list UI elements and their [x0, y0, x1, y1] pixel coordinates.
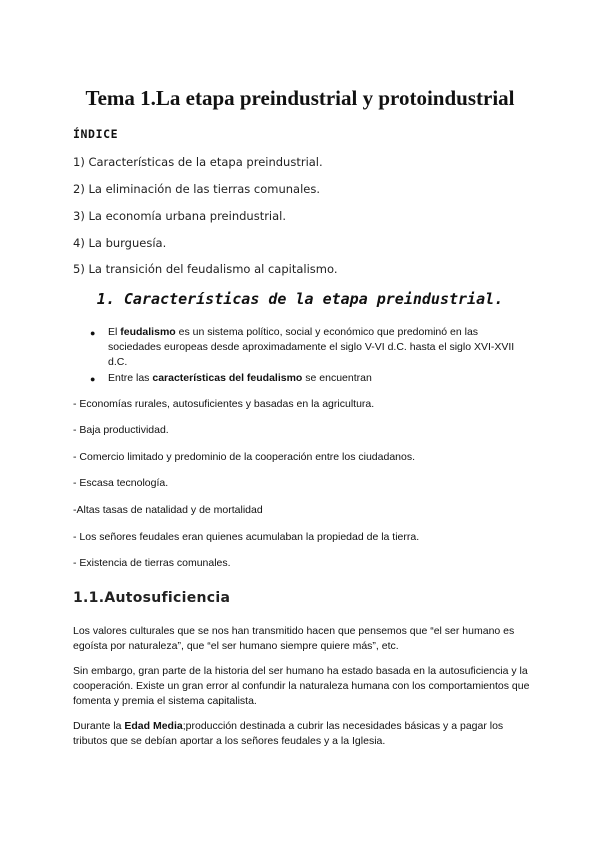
index-heading: ÍNDICE	[73, 127, 119, 141]
paragraph: Sin embargo, gran parte de la historia del ser humano ha estado basada en la autosuficiencia y la cooperación. Existe un gran error al confundir la naturaleza humana con los comportamientos que fomenta y premia el sistema capitalista.	[73, 665, 530, 707]
bullet-paragraph	[108, 371, 518, 386]
bold-term: feudalismo	[120, 326, 176, 338]
bullet-paragraph	[108, 325, 518, 370]
bold-term: características del feudalismo	[152, 372, 303, 384]
text-run: El	[108, 326, 121, 338]
text-run: es un sistema político, social y económico que predominó en las sociedades europeas desde aproximadamente el siglo V-VI d.C. hasta el siglo XVI-XVII d.C.	[108, 326, 515, 368]
feature-line: - Comercio limitado y predominio de la cooperación entre los ciudadanos.	[73, 451, 416, 463]
bold-term: Edad Media	[124, 720, 183, 732]
subsection-heading: 1.1.Autosuficiencia	[73, 590, 231, 606]
text-run: Durante la	[73, 720, 125, 732]
index-item: 1) Características de la etapa preindustrial.	[73, 155, 323, 169]
feature-line: - Baja productividad.	[73, 424, 169, 436]
index-item: 4) La burguesía.	[73, 236, 167, 250]
text-run: Entre las	[108, 372, 153, 384]
feature-line: - Existencia de tierras comunales.	[73, 557, 231, 569]
index-item: 3) La economía urbana preindustrial.	[73, 209, 287, 223]
bullet-dot-icon: ●	[90, 328, 96, 338]
document-title: Tema 1.La etapa preindustrial y protoindustrial	[85, 86, 515, 110]
feature-line: -Altas tasas de natalidad y de mortalidad	[73, 504, 263, 516]
index-item: 5) La transición del feudalismo al capitalismo.	[73, 262, 338, 276]
section-heading: 1. Características de la etapa preindustrial.	[96, 290, 504, 308]
paragraph: Los valores culturales que se nos han transmitido hacen que pensemos que “el ser humano es egoísta por naturaleza”, que “el ser humano siempre quiere más”, etc.	[73, 625, 515, 652]
text-run: ;producción destinada a cubrir las necesidades básicas y a pagar los tributos que se debían aportar a los señores feudales y a la Iglesia.	[73, 720, 504, 747]
bullet-dot-icon: ●	[90, 374, 96, 384]
feature-line: - Escasa tecnología.	[73, 477, 169, 489]
index-item: 2) La eliminación de las tierras comunales.	[73, 182, 321, 196]
feature-line: - Economías rurales, autosuficientes y basadas en la agricultura.	[73, 398, 375, 410]
paragraph	[73, 719, 533, 749]
text-run: se encuentran	[302, 372, 372, 384]
feature-line: - Los señores feudales eran quienes acumulaban la propiedad de la tierra.	[73, 531, 420, 543]
